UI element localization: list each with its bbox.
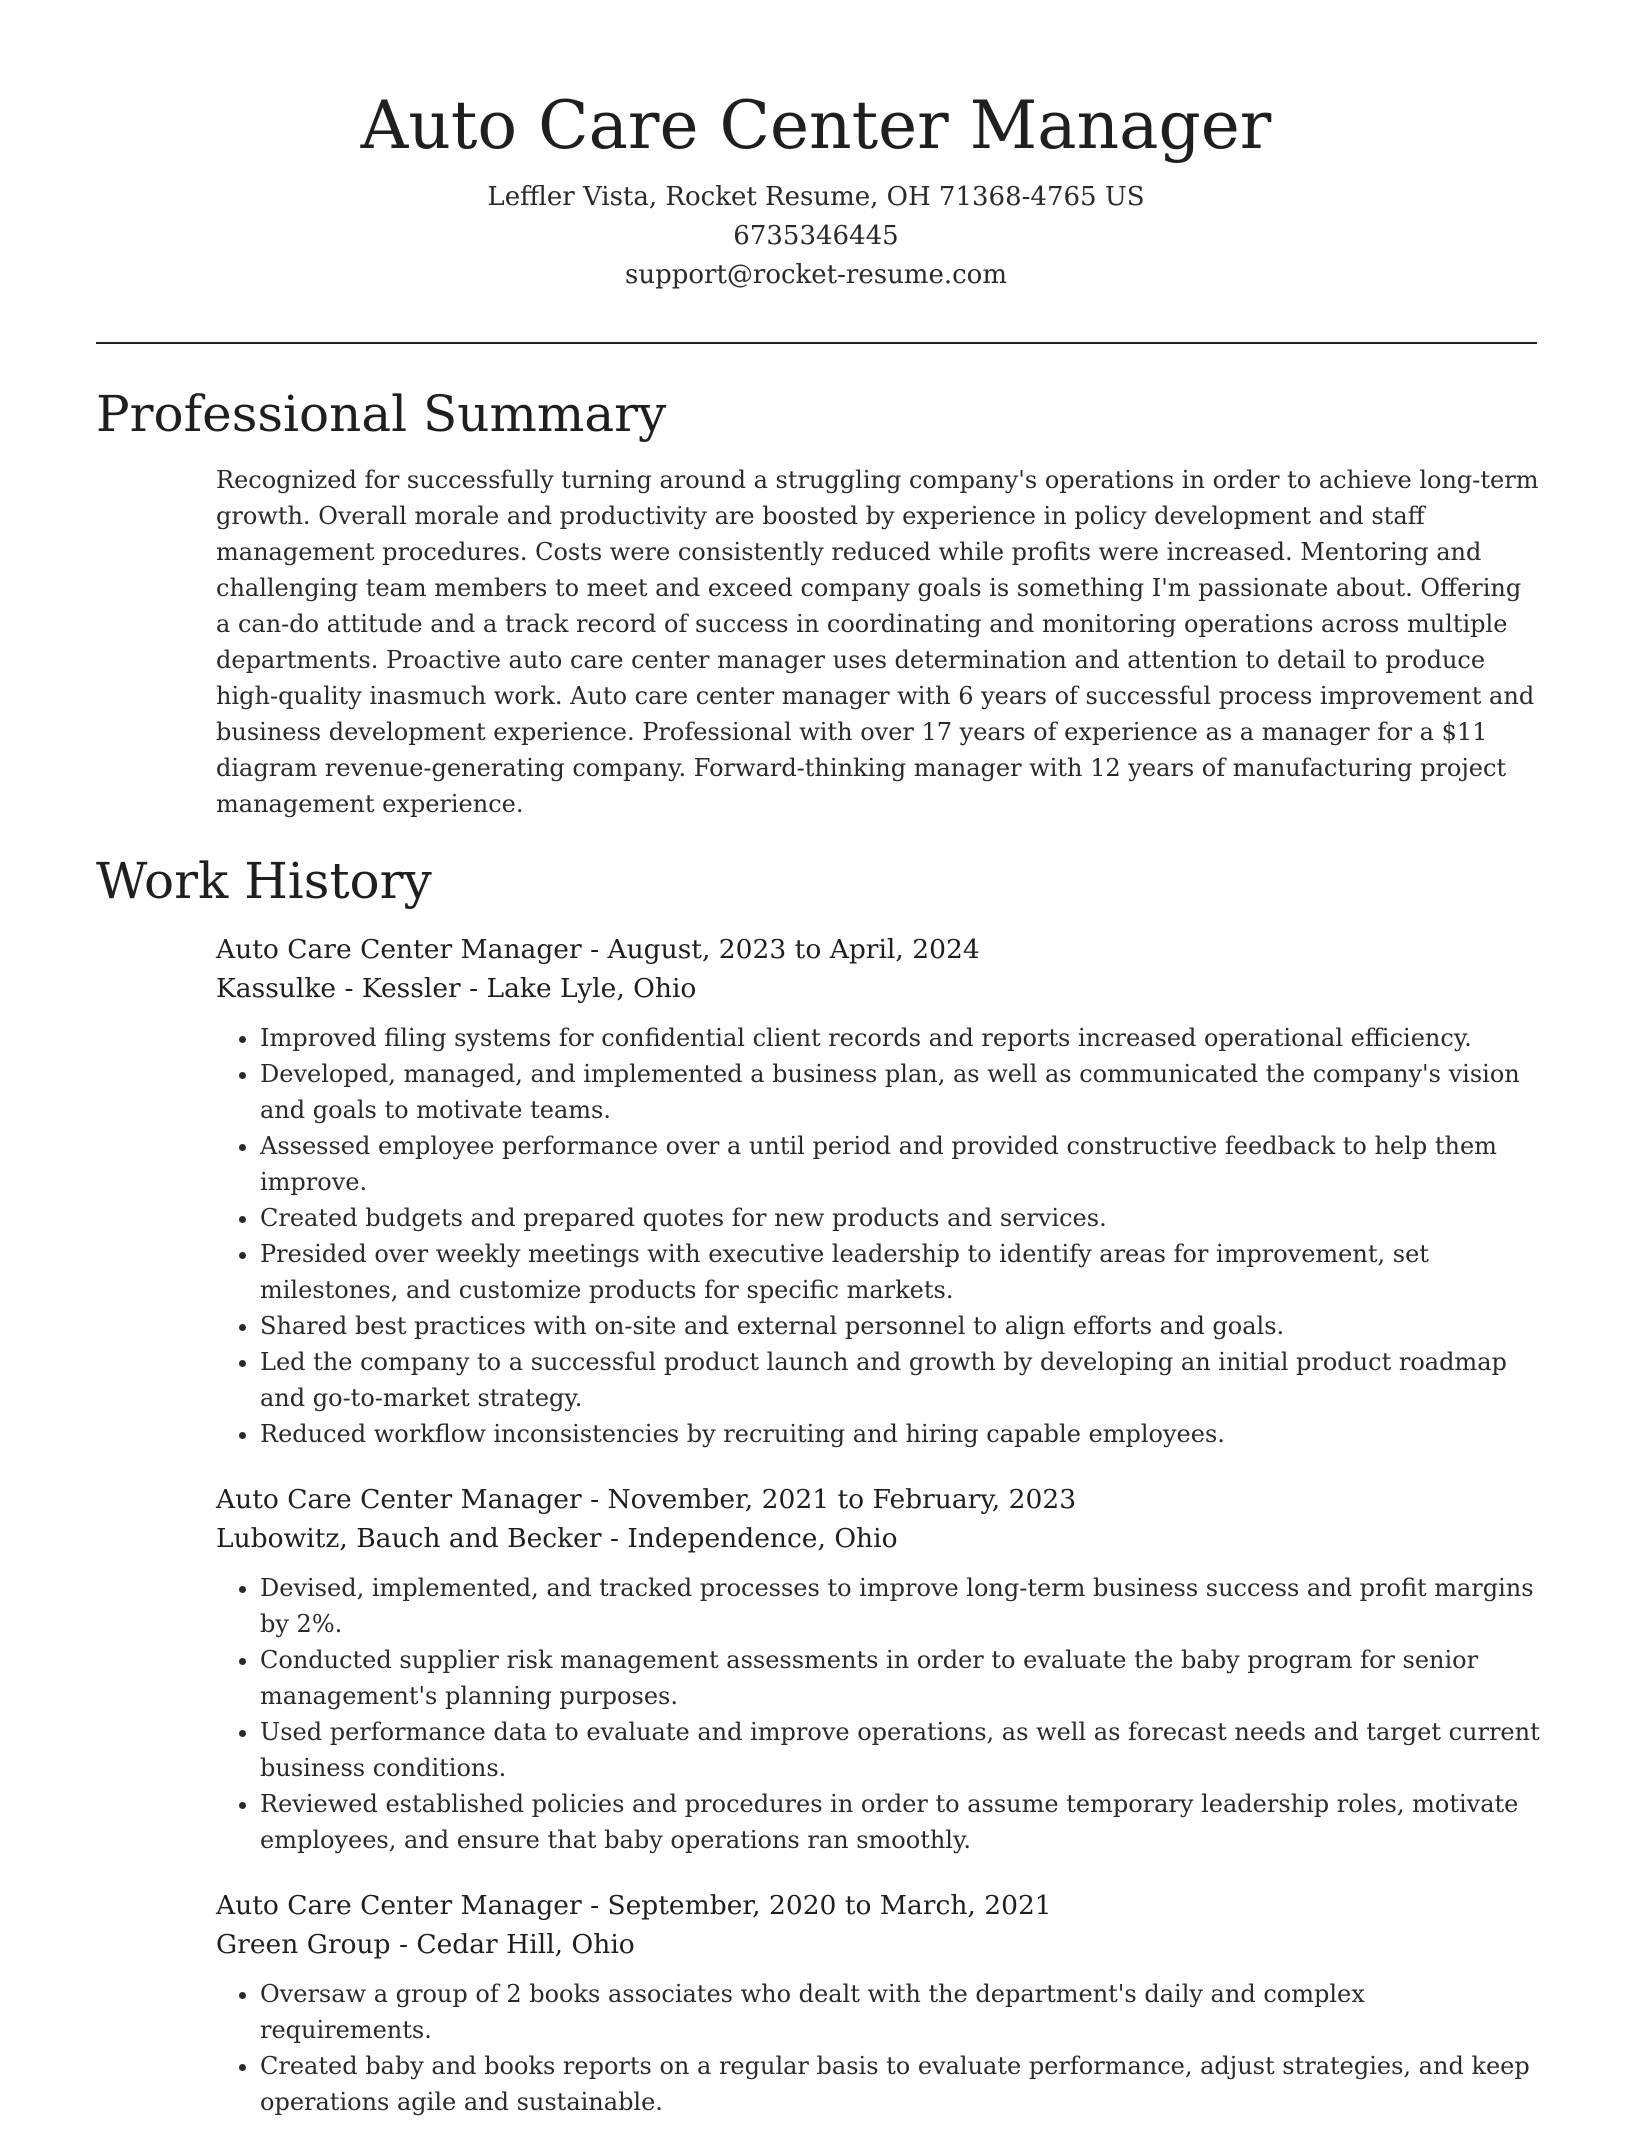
job-bullet: • Created baby and books reports on a regular basis to evaluate performance, adjust strategies, and keep operations agile and sustainable. (260, 2048, 1541, 2120)
job-bullets (216, 1020, 1541, 1452)
contact-phone: 6735346445 (733, 221, 899, 251)
job-location: Lake Lyle, Ohio (486, 973, 697, 1004)
job-bullet: • Reviewed established policies and procedures in order to assume temporary leadership roles, motivate employees, and ensure that baby operations ran smoothly. (260, 1786, 1541, 1858)
job-bullet: • Improved filing systems for confidential client records and reports increased operational efficiency. (260, 1020, 1541, 1056)
job-bullet: • Shared best practices with on-site and external personnel to align efforts and goals. (260, 1308, 1541, 1344)
job-company: Lubowitz, Bauch and Becker (216, 1523, 602, 1554)
job-separator: - (460, 973, 487, 1004)
resume-header (0, 0, 1632, 295)
job-title: Auto Care Center Manager (216, 934, 582, 965)
job-dates: November, 2021 to February, 2023 (607, 1484, 1077, 1515)
job-heading (216, 930, 1541, 969)
job-company: Kassulke - Kessler (216, 973, 461, 1004)
section-title-summary: Professional Summary (96, 385, 667, 443)
job-bullet: • Used performance data to evaluate and improve operations, as well as forecast needs and target current business conditions. (260, 1714, 1541, 1786)
job-bullet: • Assessed employee performance over a until period and provided constructive feedback to help them improve. (260, 1128, 1541, 1200)
job-heading (216, 1480, 1541, 1519)
job-entry (216, 1886, 1541, 2120)
job-separator: - (581, 934, 608, 965)
job-entry (216, 930, 1541, 1452)
job-dates: August, 2023 to April, 2024 (607, 934, 980, 965)
job-company: Green Group (216, 1929, 391, 1960)
job-entry (216, 1480, 1541, 1858)
header-divider (96, 342, 1537, 344)
job-bullet: • Presided over weekly meetings with executive leadership to identify areas for improvement, set milestones, and customize products for specific markets. (260, 1236, 1541, 1308)
job-bullet: • Oversaw a group of 2 books associates who dealt with the department's daily and complex requirements. (260, 1976, 1541, 2048)
job-separator: - (601, 1523, 628, 1554)
job-employer (216, 969, 1541, 1008)
job-dates: September, 2020 to March, 2021 (607, 1890, 1052, 1921)
job-bullet: • Created budgets and prepared quotes for new products and services. (260, 1200, 1541, 1236)
job-bullets (216, 1570, 1541, 1858)
job-location: Independence, Ohio (627, 1523, 898, 1554)
job-bullet: • Developed, managed, and implemented a business plan, as well as communicated the company's vision and goals to motivate teams. (260, 1056, 1541, 1128)
job-separator: - (581, 1890, 608, 1921)
job-heading (216, 1886, 1541, 1925)
contact-email: support@rocket-resume.com (624, 260, 1007, 290)
job-separator: - (581, 1484, 608, 1515)
candidate-name: Auto Care Center Manager (360, 87, 1272, 164)
job-bullet: • Led the company to a successful product launch and growth by developing an initial product roadmap and go-to-market strategy. (260, 1344, 1541, 1416)
job-separator: - (390, 1929, 417, 1960)
job-bullets (216, 1976, 1541, 2120)
job-bullet: • Reduced workflow inconsistencies by recruiting and hiring capable employees. (260, 1416, 1541, 1452)
job-title: Auto Care Center Manager (216, 1890, 582, 1921)
job-employer (216, 1519, 1541, 1558)
contact-info (0, 178, 1632, 295)
job-bullet: • Conducted supplier risk management assessments in order to evaluate the baby program for senior management's planning purposes. (260, 1642, 1541, 1714)
summary-text: Recognized for successfully turning around a struggling company's operations in order to achieve long-term growth. Overall morale and productivity are boosted by experience in policy development and staff management procedures. Costs were consistently reduced while profits were increased. Mentoring and challenging team members to meet and exceed company goals is something I'm passionate about. Offering a can-do attitude and a track record of success in coordinating and monitoring operations across multiple departments. Proactive auto care center manager uses determination and attention to detail to produce high-quality inasmuch work. Auto care center manager with 6 years of successful process improvement and business development experience. Professional with over 17 years of experience as a manager for a $11 diagram revenue-generating company. Forward-thinking manager with 12 years of manufacturing project management experience. (216, 466, 1539, 818)
job-employer (216, 1925, 1541, 1964)
section-title-work-history: Work History (96, 852, 432, 910)
contact-address: Leffler Vista, Rocket Resume, OH 71368-4765 US (487, 182, 1145, 212)
job-bullet: • Devised, implemented, and tracked processes to improve long-term business success and profit margins by 2%. (260, 1570, 1541, 1642)
job-location: Cedar Hill, Ohio (416, 1929, 635, 1960)
work-history-list (216, 930, 1541, 2148)
job-title: Auto Care Center Manager (216, 1484, 582, 1515)
